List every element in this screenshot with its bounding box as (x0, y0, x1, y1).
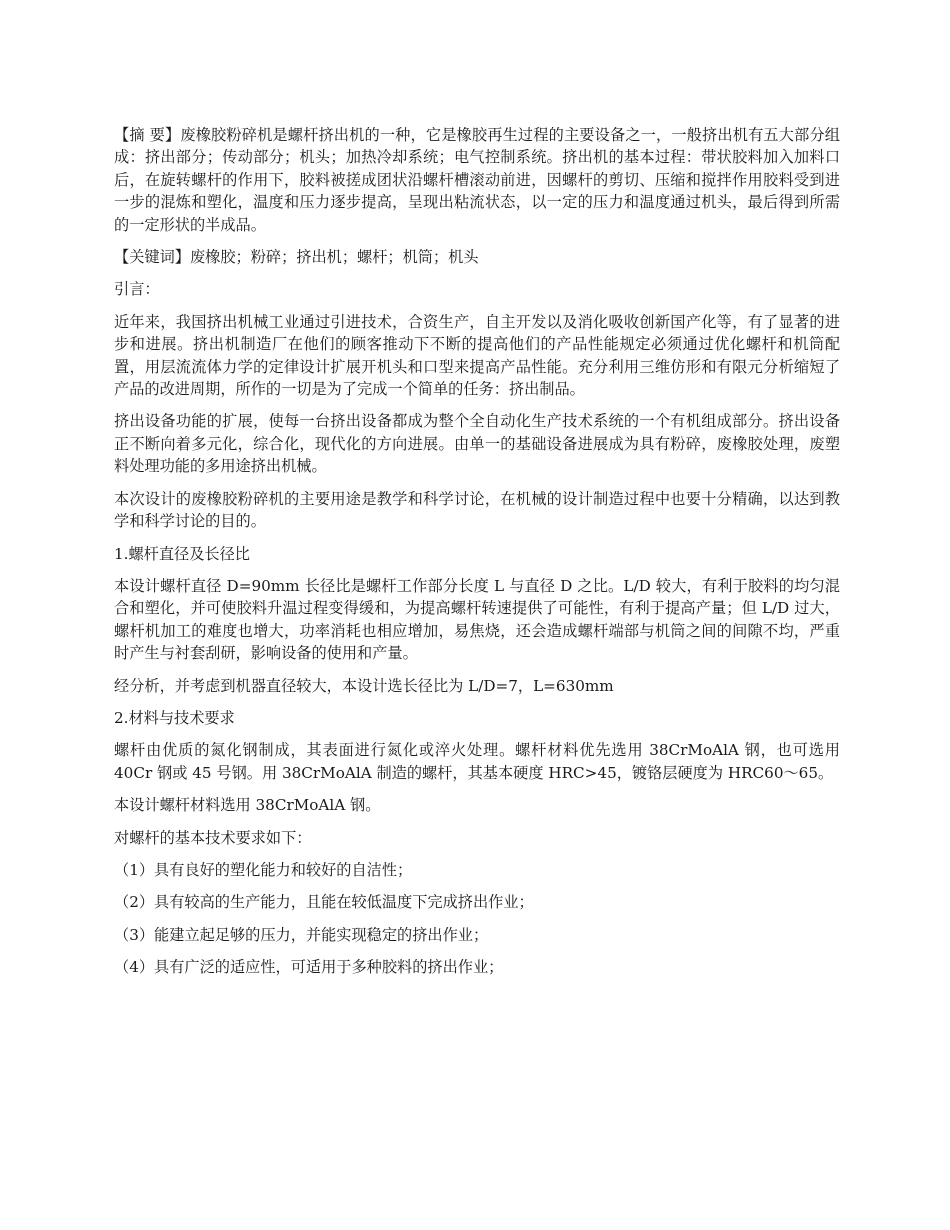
keywords-paragraph: 【关键词】废橡胶；粉碎；挤出机；螺杆；机筒；机头 (114, 248, 479, 267)
section-2-heading: 2.材料与技术要求 (114, 708, 235, 727)
intro-paragraph-2: 挤出设备功能的扩展，使每一台挤出设备都成为整个全自动化生产技术系统的一个有机组成部分。挤出设备正不断向着多元化，综合化，现代化的方向进展。由单一的基础设备进展成为具有粉碎，废橡胶处理，废塑料处理功能的多用途挤出机械。 (114, 412, 840, 476)
requirement-item-4: （4）具有广泛的适应性，可适用于多种胶料的挤出作业； (114, 958, 504, 977)
section-1-paragraph-2: 经分析，并考虑到机器直径较大，本设计选长径比为 L/D=7，L=630mm (114, 676, 614, 695)
section-2-paragraph-3: 对螺杆的基本技术要求如下： (114, 828, 312, 847)
requirement-item-1: （1）具有良好的塑化能力和较好的自洁性； (114, 860, 413, 879)
intro-paragraph-1: 近年来，我国挤出机械工业通过引进技术，合资生产，自主开发以及消化吸收创新国产化等，有了显著的进步和进展。挤出机制造厂在他们的顾客推动下不断的提高他们的产品性能规定必须通过优化螺杆和机筒配置，用层流流体力学的定律设计扩展开机头和口型来提高产品性能。充分利用三维仿形和有限元分析缩短了产品的改进周期，所作的一切是为了完成一个简单的任务：挤出制品。 (114, 312, 840, 399)
intro-paragraph-3: 本次设计的废橡胶粉碎机的主要用途是教学和科学讨论，在机械的设计制造过程中也要十分精确，以达到教学和科学讨论的目的。 (114, 489, 840, 531)
document-page (114, 124, 840, 989)
requirement-item-3: （3）能建立起足够的压力，并能实现稳定的挤出作业； (114, 925, 489, 944)
section-1-paragraph-1: 本设计螺杆直径 D=90mm 长径比是螺杆工作部分长度 L 与直径 D 之比。L/D 较大，有利于胶料的均匀混合和塑化，并可使胶料升温过程变得缓和，为提高螺杆转速提供了可能性，有利于提高产量；但 L/D 过大，螺杆机加工的难度也增大，功率消耗也相应增加，易焦烧，还会造成螺杆端部与机筒之间的间隙不均，严重时产生与衬套刮研，影响设备的使用和产量。 (114, 576, 840, 663)
intro-heading: 引言： (114, 280, 160, 299)
abstract-paragraph: 【摘 要】废橡胶粉碎机是螺杆挤出机的一种，它是橡胶再生过程的主要设备之一，一般挤出机有五大部分组成：挤出部分；传动部分；机头；加热冷却系统；电气控制系统。挤出机的基本过程：带状胶料加入加料口后，在旋转螺杆的作用下，胶料被搓成团状沿螺杆槽滚动前进，因螺杆的剪切、压缩和搅拌作用胶料受到进一步的混炼和塑化，温度和压力逐步提高，呈现出粘流状态，以一定的压力和温度通过机头，最后得到所需的一定形状的半成品。 (114, 126, 840, 234)
section-2-paragraph-2: 本设计螺杆材料选用 38CrMoAlA 钢。 (114, 796, 381, 815)
section-1-heading: 1.螺杆直径及长径比 (114, 544, 250, 563)
section-2-paragraph-1: 螺杆由优质的氮化钢制成，其表面进行氮化或淬火处理。螺杆材料优先选用 38CrMoAlA 钢，也可选用 40Cr 钢或 45 号钢。用 38CrMoAlA 制造的螺杆，其基本硬度 HRC>45，镀铬层硬度为 HRC60～65。 (114, 741, 840, 782)
requirement-item-2: （2）具有较高的生产能力，且能在较低温度下完成挤出作业； (114, 893, 534, 912)
